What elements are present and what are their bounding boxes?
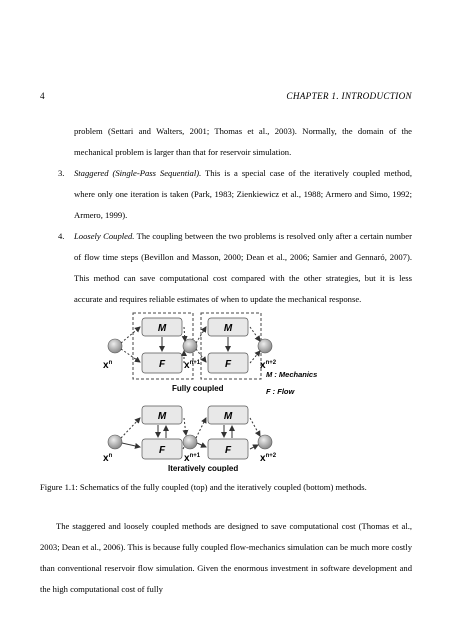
figure-caption: Figure 1.1: Schematics of the fully coupled (top) and the iteratively coupled (bottom) methods. (40, 482, 367, 492)
legend-flow: F : Flow (266, 387, 295, 396)
flow-box-label: F (158, 359, 166, 370)
mechanics-box-label: M (223, 411, 233, 422)
coupling-schematic-figure (100, 312, 400, 472)
legend-mechanics: M : Mechanics (266, 370, 318, 379)
continuation-paragraph: problem (Settari and Walters, 2001; Thomas et al., 2003). Normally, the domain of the mechanical problem is larger than that for reservoir simulation. (74, 126, 412, 157)
mechanics-box-label: M (157, 323, 167, 334)
flow-box-label: F (224, 445, 232, 456)
iteratively-coupled-diagram (103, 406, 277, 472)
state-node (258, 339, 272, 353)
state-node (183, 339, 197, 353)
list-item-number: 3. (58, 168, 65, 178)
fully-coupled-label: Fully coupled (172, 384, 224, 393)
iteratively-coupled-label: Iteratively coupled (168, 464, 239, 472)
state-label-n: $x^n$ (103, 360, 113, 371)
flow-box-label: F (224, 359, 232, 370)
running-header: CHAPTER 1. INTRODUCTION (286, 91, 412, 101)
flow-box-label: F (158, 445, 166, 456)
mechanics-box-label: M (157, 411, 167, 422)
state-label-n1: $x^{n+1}$ (184, 360, 201, 371)
list-item-text: The coupling between the two problems is resolved only after a certain number of flow time steps (Bevillon and Masson, 2000; Dean et al., 2006; Samier and Gennaró, 2007). This method can save computational cost compared with the other strategies, but it is less accurate and requires reliable estimates of when to update the mechanical response. (74, 231, 412, 304)
body-paragraph: The staggered and loosely coupled methods are designed to save computational cost (Thomas et al., 2003; Dean et al., 2006). This is because fully coupled flow-mechanics simulation can be much more costly than conventional reservoir flow simulation. Given the enormous investment in software development and the high computational cost of fully (40, 521, 412, 594)
state-label-n1: $x^{n+1}$ (184, 453, 201, 464)
list-item-term: Staggered (Single-Pass Sequential). (74, 168, 202, 178)
list-item-term: Loosely Coupled. (74, 231, 135, 241)
list-item-number: 4. (58, 231, 65, 241)
figure-legend (266, 370, 317, 396)
mechanics-box-label: M (223, 323, 233, 334)
state-node (108, 435, 122, 449)
state-label-n: $x^n$ (103, 453, 113, 464)
page-number: 4 (40, 91, 45, 101)
state-node (108, 339, 122, 353)
list-item-staggered (74, 163, 412, 226)
state-label-n2: $x^{n+2}$ (260, 453, 277, 464)
list-item-text: This is a special case of the iteratively coupled method, where only one iteration is taken (Park, 1983; Zienkiewicz et al., 1988; Armero and Simo, 1992; Armero, 1999). (74, 168, 412, 220)
state-label-n2: $x^{n+2}$ (260, 360, 277, 371)
state-node (258, 435, 272, 449)
list-item-loosely-coupled (74, 226, 412, 310)
fully-coupled-diagram (103, 313, 277, 393)
state-node (183, 435, 197, 449)
